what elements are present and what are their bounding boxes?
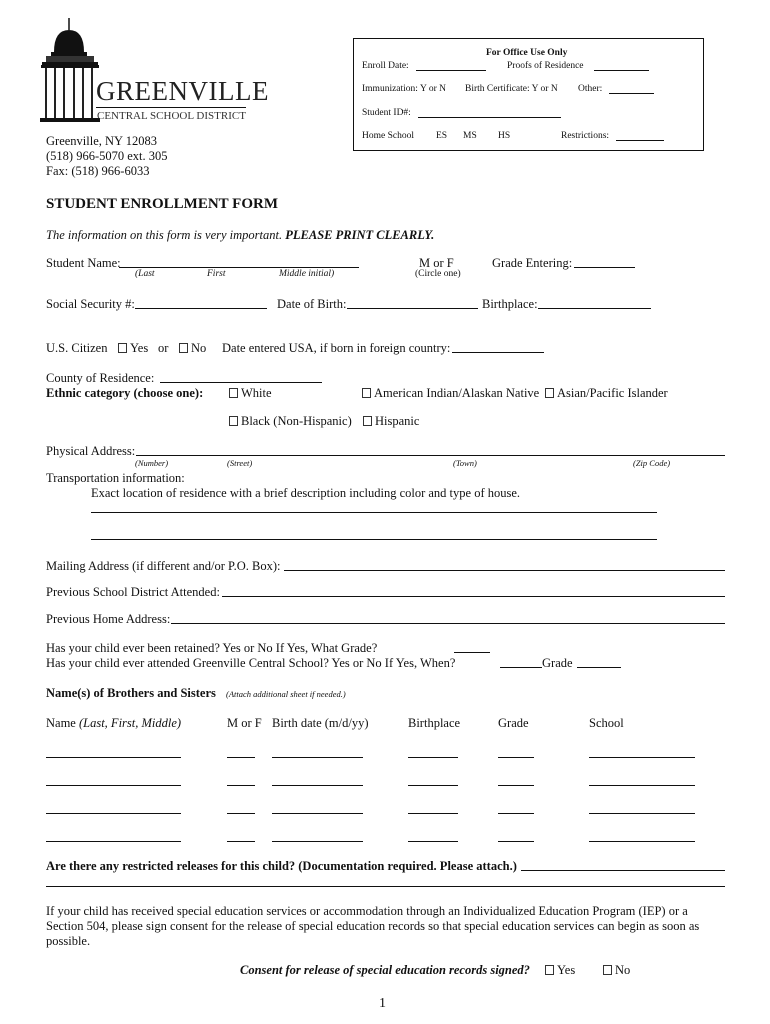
ethnic-hispanic-option[interactable]: Hispanic [363,415,419,428]
sib-birthplace-line[interactable] [408,813,458,814]
sib-col-mf: M or F [227,716,262,730]
dome-building-icon [40,18,100,126]
contact-fax: Fax: (518) 966-6033 [46,164,150,178]
office-home-school: Home School [362,131,414,141]
name-middle-hint: Middle initial) [279,269,335,279]
restricted-question: Are there any restricted releases for this child? (Documentation required. Please attach.) [46,859,517,873]
office-immunization: Immunization: Y or N [362,84,446,94]
retained-question: Has your child ever been retained? Yes or No If Yes, What Grade? [46,641,378,655]
prev-district-label: Previous School District Attended: [46,585,220,599]
restricted-line-2[interactable] [46,886,725,887]
county-label: County of Residence: [46,371,155,385]
sib-birth-line[interactable] [272,841,363,842]
sib-school-line[interactable] [589,785,695,786]
form-title: STUDENT ENROLLMENT FORM [46,196,278,212]
sib-mf-line[interactable] [227,757,255,758]
hispanic-checkbox[interactable] [363,416,372,426]
office-hs: HS [498,131,511,141]
siblings-title: Name(s) of Brothers and Sisters [46,686,216,700]
attended-grade-line[interactable] [577,667,621,668]
grade-entering-line[interactable] [574,267,635,268]
location-line-1[interactable] [91,512,657,513]
office-birth-cert: Birth Certificate: Y or N [465,84,558,94]
dob-line[interactable] [347,308,478,309]
office-restrictions: Restrictions: [561,131,610,141]
consent-no-checkbox[interactable] [603,965,612,975]
circle-one-hint: (Circle one) [415,269,461,279]
district-logo [40,18,269,126]
page-number: 1 [379,996,386,1011]
office-ms: MS [463,131,477,141]
sib-school-line[interactable] [589,841,695,842]
sib-school-line[interactable] [589,757,695,758]
ssn-label: Social Security #: [46,297,135,311]
attended-when-line[interactable] [500,667,542,668]
citizen-yes-checkbox[interactable] [118,343,127,353]
sib-birthplace-line[interactable] [408,757,458,758]
office-enroll-date: Enroll Date: [362,61,409,71]
ethnic-label: Ethnic category (choose one): [46,386,204,400]
sib-name-line[interactable] [46,757,181,758]
physical-address-label: Physical Address: [46,444,136,458]
sib-col-birthplace: Birthplace [408,716,461,730]
mailing-line[interactable] [284,570,725,571]
addr-street-hint: (Street) [227,458,253,468]
student-name-label: Student Name: [46,256,121,270]
enroll-date-line[interactable] [416,70,486,71]
ethnic-native-option[interactable]: American Indian/Alaskan Native [362,387,539,400]
sib-grade-line[interactable] [498,757,534,758]
contact-city: Greenville, NY 12083 [46,134,157,148]
attended-grade-label: Grade [542,656,573,670]
special-ed-line-3: possible. [46,934,91,948]
birthplace-line[interactable] [538,308,651,309]
sib-birthplace-line[interactable] [408,785,458,786]
sib-birth-line[interactable] [272,813,363,814]
citizen-yes-option[interactable]: Yes [118,342,148,355]
location-line-2[interactable] [91,539,657,540]
office-title: For Office Use Only [486,48,568,58]
mailing-label: Mailing Address (if different and/or P.O. Box): [46,559,281,573]
citizen-or: or [158,341,169,355]
restricted-line-1[interactable] [521,870,725,871]
asian-checkbox[interactable] [545,388,554,398]
sib-mf-line[interactable] [227,841,255,842]
citizen-no-checkbox[interactable] [179,343,188,353]
consent-no-option[interactable]: No [603,964,630,977]
sib-birth-line[interactable] [272,785,363,786]
sib-name-line[interactable] [46,841,181,842]
sib-mf-line[interactable] [227,813,255,814]
addr-zip-hint: (Zip Code) [633,458,671,468]
sib-col-grade: Grade [498,716,529,730]
office-use-box [353,38,704,151]
physical-address-line[interactable] [136,455,725,456]
office-es: ES [436,131,448,141]
restrictions-line[interactable] [616,140,664,141]
other-line[interactable] [609,93,654,94]
sib-grade-line[interactable] [498,813,534,814]
date-entered-line[interactable] [452,352,544,353]
ethnic-white-option[interactable]: White [229,387,272,400]
birthplace-label: Birthplace: [482,297,538,311]
proofs-line[interactable] [594,70,649,71]
special-ed-line-2: Section 504, please sign consent for the release of special education records so that special education services can begin as soon as [46,919,700,933]
sib-grade-line[interactable] [498,841,534,842]
prev-home-label: Previous Home Address: [46,612,171,626]
sib-col-birth: Birth date (m/d/yy) [272,716,369,730]
us-citizen-label: U.S. Citizen [46,341,108,355]
office-proofs: Proofs of Residence [507,61,584,71]
date-entered-label: Date entered USA, if born in foreign country: [222,341,451,355]
siblings-note: (Attach additional sheet if needed.) [226,689,346,699]
consent-question: Consent for release of special education records signed? [240,963,530,977]
name-first-hint: First [207,269,226,279]
student-name-line[interactable] [119,267,359,268]
contact-phone: (518) 966-5070 ext. 305 [46,149,168,163]
m-or-f-label: M or F [419,256,454,270]
student-id-line[interactable] [418,117,561,118]
sib-name-line[interactable] [46,785,181,786]
consent-yes-checkbox[interactable] [545,965,554,975]
intro-text: The information on this form is very important. PLEASE PRINT CLEARLY. [46,228,435,242]
logo-subtitle: CENTRAL SCHOOL DISTRICT [97,110,246,122]
prev-home-line[interactable] [171,623,725,624]
sib-birth-line[interactable] [272,757,363,758]
special-ed-line-1: If your child has received special education services or accommodation through an Individualized Education Program (IEP) or a [46,904,688,918]
sib-school-line[interactable] [589,813,695,814]
grade-entering-label: Grade Entering: [492,256,573,270]
transportation-label: Transportation information: [46,471,185,485]
exact-location-label: Exact location of residence with a brief description including color and type of house. [91,486,521,500]
dob-label: Date of Birth: [277,297,347,311]
consent-yes-option[interactable]: Yes [545,964,575,977]
sib-mf-line[interactable] [227,785,255,786]
office-other: Other: [578,84,603,94]
name-last-hint: (Last [135,269,155,279]
ssn-line[interactable] [135,308,267,309]
sib-birthplace-line[interactable] [408,841,458,842]
county-line[interactable] [160,382,322,383]
ethnic-asian-option[interactable]: Asian/Pacific Islander [545,387,668,400]
addr-number-hint: (Number) [135,458,169,468]
sib-name-line[interactable] [46,813,181,814]
sib-grade-line[interactable] [498,785,534,786]
ethnic-black-option[interactable]: Black (Non-Hispanic) [229,415,352,428]
attended-question: Has your child ever attended Greenville Central School? Yes or No If Yes, When? [46,656,456,670]
logo-name: GREENVILLE [96,76,269,106]
black-checkbox[interactable] [229,416,238,426]
retained-grade-line[interactable] [454,652,490,653]
office-student-id: Student ID#: [362,108,411,118]
white-checkbox[interactable] [229,388,238,398]
addr-town-hint: (Town) [453,458,477,468]
native-checkbox[interactable] [362,388,371,398]
sib-col-school: School [589,716,624,730]
citizen-no-option[interactable]: No [179,342,206,355]
prev-district-line[interactable] [222,596,725,597]
sib-col-name: Name (Last, First, Middle) [46,716,182,730]
